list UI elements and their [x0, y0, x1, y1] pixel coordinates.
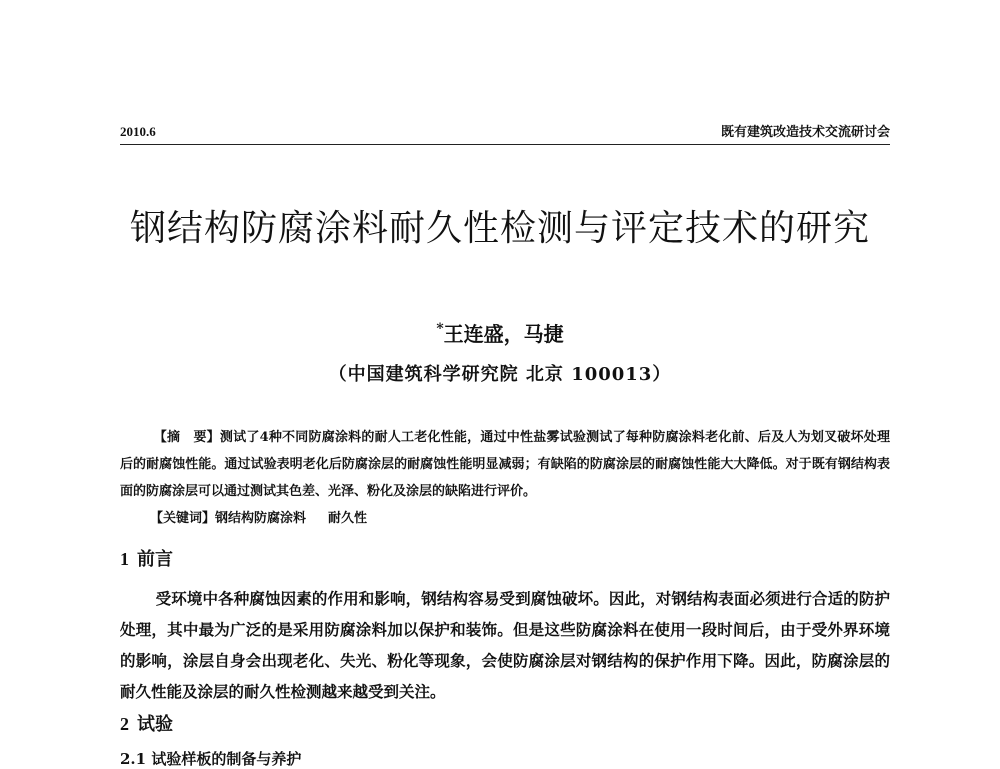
paper-title: 钢结构防腐涂料耐久性检测与评定技术的研究 — [129, 208, 870, 249]
introduction-paragraph: 受环境中各种腐蚀因素的作用和影响，钢结构容易受到腐蚀破坏。因此，对钢结构表面必须进行合适的防护处理，其中最为广泛的是采用防腐涂料加以保护和装饰。但是这些防腐涂料在使用一段时间后，由于受外界环境的影响，涂层自身会出现老化、失光、粉化等现象，会使防腐涂层对钢结构的保护作用下降。因此，防腐涂层的耐久性能及涂层的耐久性检测越来越受到关注。 — [120, 589, 890, 701]
author-names: 王连盛，马捷 — [443, 322, 564, 346]
keyword-item: 耐久性 — [328, 511, 368, 526]
keyword-item: 钢结构防腐涂料 — [215, 511, 307, 526]
abstract — [120, 424, 890, 505]
section-heading-experiment — [120, 710, 173, 736]
keywords — [150, 507, 367, 526]
section-title: 前言 — [137, 549, 173, 570]
section-heading-introduction — [120, 545, 173, 571]
section-number: 2 — [120, 714, 129, 734]
abstract-text: 测试了4种不同防腐涂料的耐人工老化性能，通过中性盐雾试验测试了每种防腐涂料老化前、后及人为划叉破坏处理后的耐腐蚀性能。通过试验表明老化后防腐涂层的耐腐蚀性能明显减弱；有缺陷的防腐涂层的耐腐蚀性能大大降低。对于既有钢结构表面的防腐涂层可以通过测试其色差、光泽、粉化及涂层的缺陷进行评价。 — [120, 430, 890, 499]
subsection-heading: 2.1 试验样板的制备与养护 — [120, 750, 302, 768]
author-line — [0, 318, 1000, 347]
abstract-label: 【摘 要】 — [153, 430, 220, 445]
corresponding-author-mark: * — [436, 321, 444, 337]
header-date: 2010.6 — [120, 124, 156, 139]
section-number: 1 — [120, 549, 129, 569]
page-header — [120, 118, 890, 145]
section-title: 试验 — [137, 714, 173, 735]
header-conference: 既有建筑改造技术交流研讨会 — [720, 125, 890, 140]
keywords-label: 【关键词】 — [150, 511, 216, 526]
affiliation: （中国建筑科学研究院 北京 100013） — [328, 364, 672, 385]
